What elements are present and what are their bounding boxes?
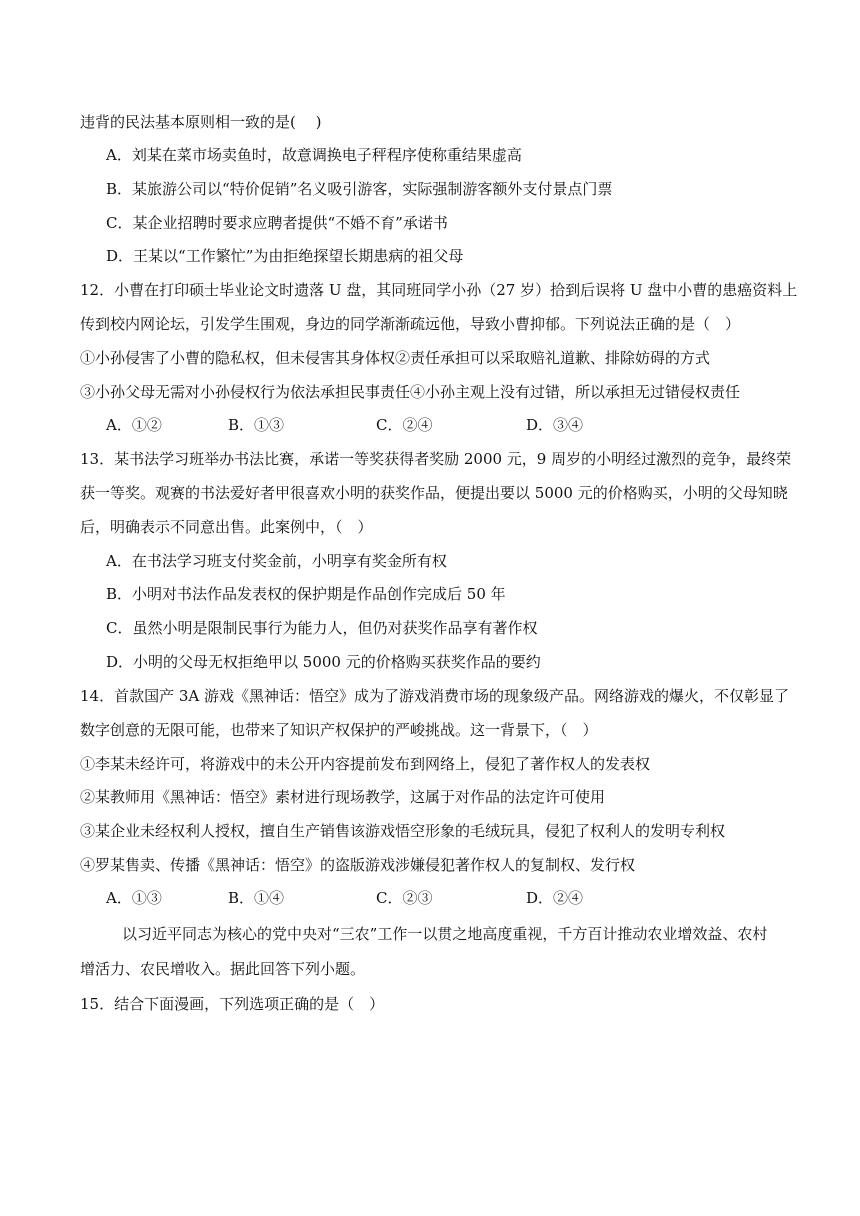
q11-stem-tail: 违背的民法基本原则相一致的是( ): [80, 113, 322, 131]
q12-choice-a: A．①②: [106, 416, 162, 434]
q14-choice-d: D．②④: [526, 889, 584, 907]
q13-option-a: A．在书法学习班支付奖金前，小明享有奖金所有权: [106, 552, 447, 570]
q11-option-a: A．刘某在菜市场卖鱼时，故意调换电子秤程序使称重结果虚高: [106, 146, 522, 164]
q12-choice-b: B．①③: [228, 416, 285, 434]
q11-option-c: C．某企业招聘时要求应聘者提供“不婚不育”承诺书: [106, 214, 448, 232]
q13-stem-line-3: 后，明确表示不同意出售。此案例中，（ ）: [80, 518, 373, 536]
q15-stem: 15．结合下面漫画，下列选项正确的是（ ）: [80, 995, 385, 1013]
q14-stem-line-1: 14．首款国产 3A 游戏《黑神话：悟空》成为了游戏消费市场的现象级产品。网络游戏的爆火，不仅彰显了: [80, 687, 790, 705]
q12-statement-line-1: ①小孙侵害了小曹的隐私权，但未侵害其身体权②责任承担可以采取赔礼道歉、排除妨碍的方式: [80, 349, 711, 367]
q12-statement-line-2: ③小孙父母无需对小孙侵权行为依法承担民事责任④小孙主观上没有过错，所以承担无过错侵权责任: [80, 383, 741, 401]
q12-choice-c: C．②④: [376, 416, 433, 434]
q13-option-c: C．虽然小明是限制民事行为能力人，但仍对获奖作品享有著作权: [106, 619, 538, 637]
q14-choice-a: A．①③: [106, 889, 162, 907]
q11-option-d: D．王某以“工作繁忙”为由拒绝探望长期患病的祖父母: [106, 247, 464, 265]
q11-option-b: B．某旅游公司以“特价促销”名义吸引游客，实际强制游客额外支付景点门票: [106, 180, 613, 198]
q14-choice-c: C．②③: [376, 889, 433, 907]
q12-stem-line-1: 12．小曹在打印硕士毕业论文时遗落 U 盘，其同班同学小孙（27 岁）拾到后误将 U 盘中小曹的患癌资料上: [80, 281, 798, 299]
intro-line-2: 增活力、农民增收入。据此回答下列小题。: [80, 960, 366, 978]
intro-line-1: 以习近平同志为核心的党中央对“三农”工作一以贯之地高度重视，千方百计推动农业增效益、农村: [122, 925, 768, 943]
q13-option-b: B．小明对书法作品发表权的保护期是作品创作完成后 50 年: [106, 585, 506, 603]
q14-stem-line-2: 数字创意的无限可能，也带来了知识产权保护的严峻挑战。这一背景下，（ ）: [80, 721, 598, 739]
q14-statement-4: ④罗某售卖、传播《黑神话：悟空》的盗版游戏涉嫌侵犯著作权人的复制权、发行权: [80, 856, 636, 874]
q14-statement-2: ②某教师用《黑神话：悟空》素材进行现场教学，这属于对作品的法定许可使用: [80, 788, 606, 806]
q12-stem-line-2: 传到校内网论坛，引发学生围观，身边的同学渐渐疏远他，导致小曹抑郁。下列说法正确的是（ ）: [80, 315, 741, 333]
q13-option-d: D．小明的父母无权拒绝甲以 5000 元的价格购买获奖作品的要约: [106, 653, 541, 671]
q13-stem-line-2: 获一等奖。观赛的书法爱好者甲很喜欢小明的获奖作品，便提出要以 5000 元的价格购买，小明的父母知晓: [80, 484, 788, 502]
q14-statement-3: ③某企业未经权利人授权，擅自生产销售该游戏悟空形象的毛绒玩具，侵犯了权利人的发明专利权: [80, 822, 726, 840]
q13-stem-line-1: 13．某书法学习班举办书法比赛，承诺一等奖获得者奖励 2000 元，9 周岁的小明经过激烈的竞争，最终荣: [80, 450, 792, 468]
q14-statement-1: ①李某未经许可，将游戏中的未公开内容提前发布到网络上，侵犯了著作权人的发表权: [80, 755, 651, 773]
q12-choice-d: D．③④: [526, 416, 584, 434]
q14-choice-b: B．①④: [228, 889, 285, 907]
